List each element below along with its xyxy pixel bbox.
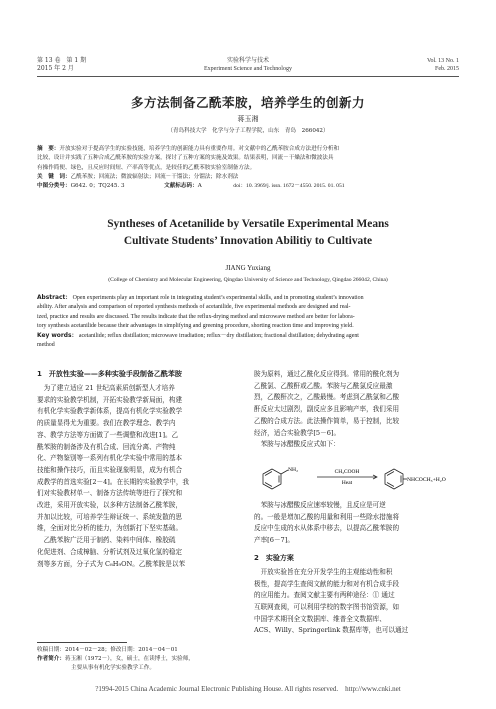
title-cn: 多方法制备乙酰苯胺，培养学生的创新力 [130, 95, 365, 110]
abstract-en: Abstract： Open experiments play an important role in integrating student’s experimental skills, and in promoting student’s innovation ability. After analysis and comparison of reported synthesis methods of acetanilide, five experimental methods are designed and real- ized, practice and results are discussed. The results indicate that the reflux-drying method and microwave method are better for labora- tory synthesis acetanilide because their advantages in simplifying and greening procedure, shorting reaction time and improving yield. Key words： acetanilide; reflux distillation; microwave irradiation; reflux－dry distillation; fractional distillation; dehydrating agent method [37, 295, 364, 349]
section2-body: 开放实验旨在充分开发学生的主观能动性和积 极性，提高学生查阅文献的能力和对有机合成手段 的应用能力。查阅文献主要有两种途径：① 通过 互联网查阅，可以利用学校的数字图书馆资源，如 中国学术期刊全文数据库、维普全文数据库、 ACS、Willy、Springerlink 数据库等，也可以通过 [254, 567, 409, 635]
running-header [37, 57, 459, 77]
header-rule [37, 76, 459, 77]
reaction-arrow [317, 475, 377, 479]
product-label: NHCOCH₃+H₂O [407, 477, 446, 483]
affiliation-cn: （青岛科技大学 化学与分子工程学院，山东 青岛 266042） [167, 128, 329, 134]
right-body: 胺为原料，通过乙酰化反应得到。常用的酰化剂为 乙酰氯、乙酸酐或乙酸。苯胺与乙酰氯反应最激 烈，乙酸酐次之，乙酸最慢。考虑到乙酰氯和乙酸 酐反应太过剧烈，副反应多且影响产率，我们采用 乙酸的合成方法。此法操作简单，易于控制，比较 经济，适合实验教学[5－6]。 苯胺与冰醋酸反应式如下： [254, 370, 400, 449]
affiliation-en: (College of Chemistry and Molecular Engineering, Qingdao University of Science and Technology, Qingdao 266042, China) [108, 277, 388, 283]
abstract-cn-label: 摘 要： [37, 146, 60, 152]
abstract-en-label: Abstract： [37, 295, 72, 301]
benzene-ring-reactant [263, 469, 288, 489]
abstract-cn: 摘 要：开放实验对于提高学生的实验技能，培养学生的创新能力具有重要作用。对文献中的乙酰苯胺合成方法进行分析和 比较，设计并实践了五种合成乙酰苯胺的实验方案，探讨了五种方案的实施及效果。结果表明，回流－干燥法和微波法具 有操作简便、绿色，且反应时间短、产率高等优点，是较佳的乙酰苯胺实验室制备方法。 关 键 词：乙酰苯胺；回流法；微波辐射法；回流－干馏法；分馏法；除水剂法 中图分类号：G642. 0；TQ245. 3 文献标志码：A doi：10. 3969/j. issn. 1672－4550. 2015. 01. 051 [37, 145, 459, 191]
section2-title: 2 实验方案 [254, 553, 294, 562]
author-en: JIANG Yuxiang [225, 264, 271, 272]
header-center: 实验科学与技术 Experiment Science and Technology [204, 57, 292, 72]
title-en: Syntheses of Acetanilide by Versatile Experimental Means Cultivate Students’ Innovation Abilitiy to Cultivate [107, 218, 389, 247]
condition-label: Heat [341, 480, 353, 486]
right-column [254, 369, 460, 451]
meta-cn: 中图分类号：G642. 0；TQ245. 3 文献标志码：A doi：10. 3969/j. issn. 1672－4550. 2015. 01. 051 [37, 183, 345, 190]
copyright-footer: ?1994-2015 China Academic Journal Electronic Publishing House. All rights reserved. http://www.cnki.net [95, 685, 401, 693]
section1-title: 1 开放性实验——多种实验手段制备乙酰苯胺 [37, 370, 182, 378]
author-cn: 蒋玉湘 [237, 115, 259, 123]
keywords-en-label: Key words： [37, 332, 78, 339]
keywords-cn-label: 关 键 词： [37, 173, 71, 180]
section1-body: 为了建立适应 21 世纪高素质创新型人才培养 要求的实验教学机制，开拓实验教学新局面，构建 有机化学实验教学新体系，提高有机化学实验教学 的质量显得尤为重要。我们在教学理念、教学内 容、教学方法等方面做了一些调整和改进[1]。乙 酰苯胺的制备涉及有机合成、回流分离、产物纯 化、产物鉴别等一系列有机化学实验中常用的基本 技能和操作技巧，而且实验现象明显，成为有机合 成教学的首选实验[2－4]。在长期的实验教学中，我 们对实验教材单一、制备方法传统等进行了探究和 改进，采用开放实验，以多种方法制备乙酰苯胺， 并加以比较，可培养学生辩证统一、系统发散的思 维，全面对比分析的能力，为创新打下坚实基础。 乙酰苯胺广泛用于制药、染料中间体、橡胶硫 化促进剂、合成樟脑、分析试剂及过氧化氢的稳定 剂等多方面，分子式为 C₈H₉ON。乙酰苯胺是以苯 [37, 384, 190, 568]
left-column [37, 369, 245, 570]
benzene-ring-product [385, 469, 407, 489]
right-column-continued: 苯胺与冰醋酸反应速率较慢，且反应是可逆 的。一般是增加乙酸的用量和利用一些除水措施将 反应中生成的水从体系中移去，以提高乙酰苯胺的 产率[6－7]。 2 实验方案 开放实验旨在充分开发学生的主观能动性和积 极性，提高学生查阅文献的能力和对有机合成手段 的应用能力。查阅文献主要有两种途径：① 通过 互联网查阅，可以利用学校的数字图书馆资源，如 中国学术期刊全文数据库、维普全文数据库、 ACS、Willy、Springerlink 数据库等，也可以通过 [254, 500, 460, 637]
header-left: 第 13 卷 第 1 期 2015 年 2 月 [37, 57, 87, 72]
reagent-label: CH₃COOH [334, 469, 360, 475]
reactant-label: NH₂ [288, 467, 299, 473]
header-right: Vol. 13 No. 1 Feb. 2015 [426, 58, 459, 72]
footnote: 收稿日期：2014－02－28；修改日期：2014－04－01 作者简介：蒋玉湘（1972－），女，硕士，在读博士，实验师， 主要从事有机化学实验教学工作。 [37, 647, 194, 671]
footnote-rule [37, 642, 127, 643]
reaction-scheme [252, 461, 452, 497]
